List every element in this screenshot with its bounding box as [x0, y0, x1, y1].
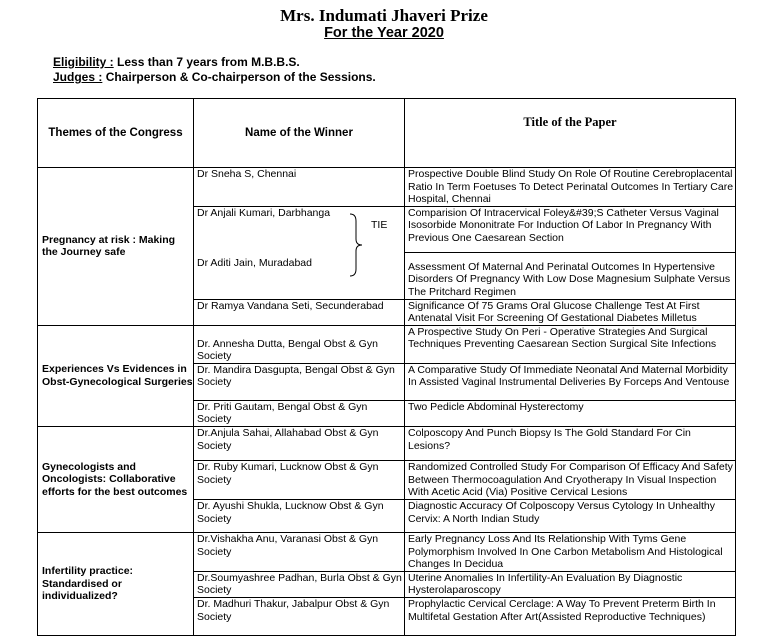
paper-title: Diagnostic Accuracy Of Colposcopy Versus Cytology In Unhealthy Cervix: A North Indian Study: [405, 499, 736, 532]
winner-name: Dr Ramya Vandana Seti, Secunderabad: [194, 299, 405, 325]
header-themes: Themes of the Congress: [38, 99, 194, 168]
document-title: Mrs. Indumati Jhaveri Prize: [280, 6, 488, 25]
table-row: [38, 325, 736, 363]
document-subtitle: For the Year 2020: [324, 25, 444, 41]
header-winner: Name of the Winner: [194, 99, 405, 168]
judges-label: Judges :: [53, 70, 103, 84]
paper-title: Prophylactic Cervical Cerclage: A Way To Prevent Preterm Birth In Multifetal Gestation After Art(Assisted Reproductive Techniques): [405, 597, 736, 635]
winner-name: Dr.Vishakha Anu, Varanasi Obst & Gyn Society: [194, 532, 405, 571]
table-row: [38, 426, 736, 460]
paper-title: Uterine Anomalies In Infertility-An Evaluation By Diagnostic Hysterolaparoscopy: [405, 571, 736, 597]
judges-value: Chairperson & Co-chairperson of the Sessions.: [105, 70, 376, 84]
paper-title: Comparision Of Intracervical Foley&#39;S Catheter Versus Vaginal Isosorbide Mononitrate For Induction Of Labor In Pregnancy With Previous One Caesarean Section: [405, 206, 736, 252]
eligibility-label: Eligibility :: [53, 55, 114, 69]
winner-name: Dr Sneha S, Chennai: [194, 168, 405, 207]
paper-title: Randomized Controlled Study For Comparison Of Efficacy And Safety Between Thermocoagulation And Cryotherapy In Visual Inspection With Acetic Acid (Via) Positive Cervical Lesions: [405, 460, 736, 499]
winner-name: Dr Aditi Jain, Muradabad: [197, 256, 312, 269]
winner-name: Dr Anjali Kumari, Darbhanga: [197, 206, 331, 219]
winner-name: Dr. Priti Gautam, Bengal Obst & Gyn Society: [194, 400, 405, 426]
paper-title: Significance Of 75 Grams Oral Glucose Challenge Test At First Antenatal Visit For Screening Of Gestational Diabetes Milletus: [405, 299, 736, 325]
paper-title: Prospective Double Blind Study On Role Of Routine Cerebroplacental Ratio In Term Foetuses To Detect Perinatal Outcomes In Tertiary Care Hospital, Chennai: [405, 168, 736, 207]
paper-title: A Comparative Study Of Immediate Neonatal And Maternal Morbidity In Assisted Vaginal Instrumental Deliveries By Forceps And Ventouse: [405, 363, 736, 400]
eligibility-line: [53, 55, 300, 69]
table-row: [38, 168, 736, 207]
winner-name: Dr. Annesha Dutta, Bengal Obst & Gyn Society: [194, 325, 405, 363]
winner-name: Dr. Madhuri Thakur, Jabalpur Obst & Gyn Society: [194, 597, 405, 635]
paper-title: Two Pedicle Abdominal Hysterectomy: [405, 400, 736, 426]
paper-title: Early Pregnancy Loss And Its Relationship With Tyms Gene Polymorphism Involved In One Carbon Metabolism And Histological Changes In Decidua: [405, 532, 736, 571]
table-header-row: [38, 99, 736, 168]
theme-cell: Pregnancy at risk : Making the Journey safe: [38, 168, 194, 326]
winner-name: Dr. Ayushi Shukla, Lucknow Obst & Gyn Society: [194, 499, 405, 532]
winner-name-tie: [194, 206, 405, 299]
winner-name: Dr.Anjula Sahai, Allahabad Obst & Gyn Society: [194, 426, 405, 460]
theme-cell: Infertility practice: Standardised or individualized?: [38, 532, 194, 635]
winner-name: Dr. Ruby Kumari, Lucknow Obst & Gyn Society: [194, 460, 405, 499]
theme-cell: Gynecologists and Oncologists: Collaborative efforts for the best outcomes: [38, 426, 194, 532]
paper-title: Assessment Of Maternal And Perinatal Outcomes In Hypertensive Disorders Of Pregnancy With Low Dose Magnesium Sulphate Versus The Pritchard Regimen: [405, 252, 736, 299]
paper-title: A Prospective Study On Peri - Operative Strategies And Surgical Techniques Preventing Caesarean Section Surgical Site Infections: [405, 325, 736, 363]
header-paper: Title of the Paper: [405, 99, 736, 168]
paper-title: Colposcopy And Punch Biopsy Is The Gold Standard For Cin Lesions?: [405, 426, 736, 460]
winners-table: [37, 98, 736, 636]
table-row: [38, 532, 736, 571]
tie-brace: [342, 213, 392, 277]
eligibility-value: Less than 7 years from M.B.B.S.: [117, 55, 300, 69]
judges-line: [53, 70, 376, 84]
winner-name: Dr.Soumyashree Padhan, Burla Obst & Gyn Society: [194, 571, 405, 597]
winner-name: Dr. Mandira Dasgupta, Bengal Obst & Gyn Society: [194, 363, 405, 400]
tie-label: TIE: [371, 218, 388, 231]
theme-cell: Experiences Vs Evidences in Obst-Gynecological Surgeries: [38, 325, 194, 426]
